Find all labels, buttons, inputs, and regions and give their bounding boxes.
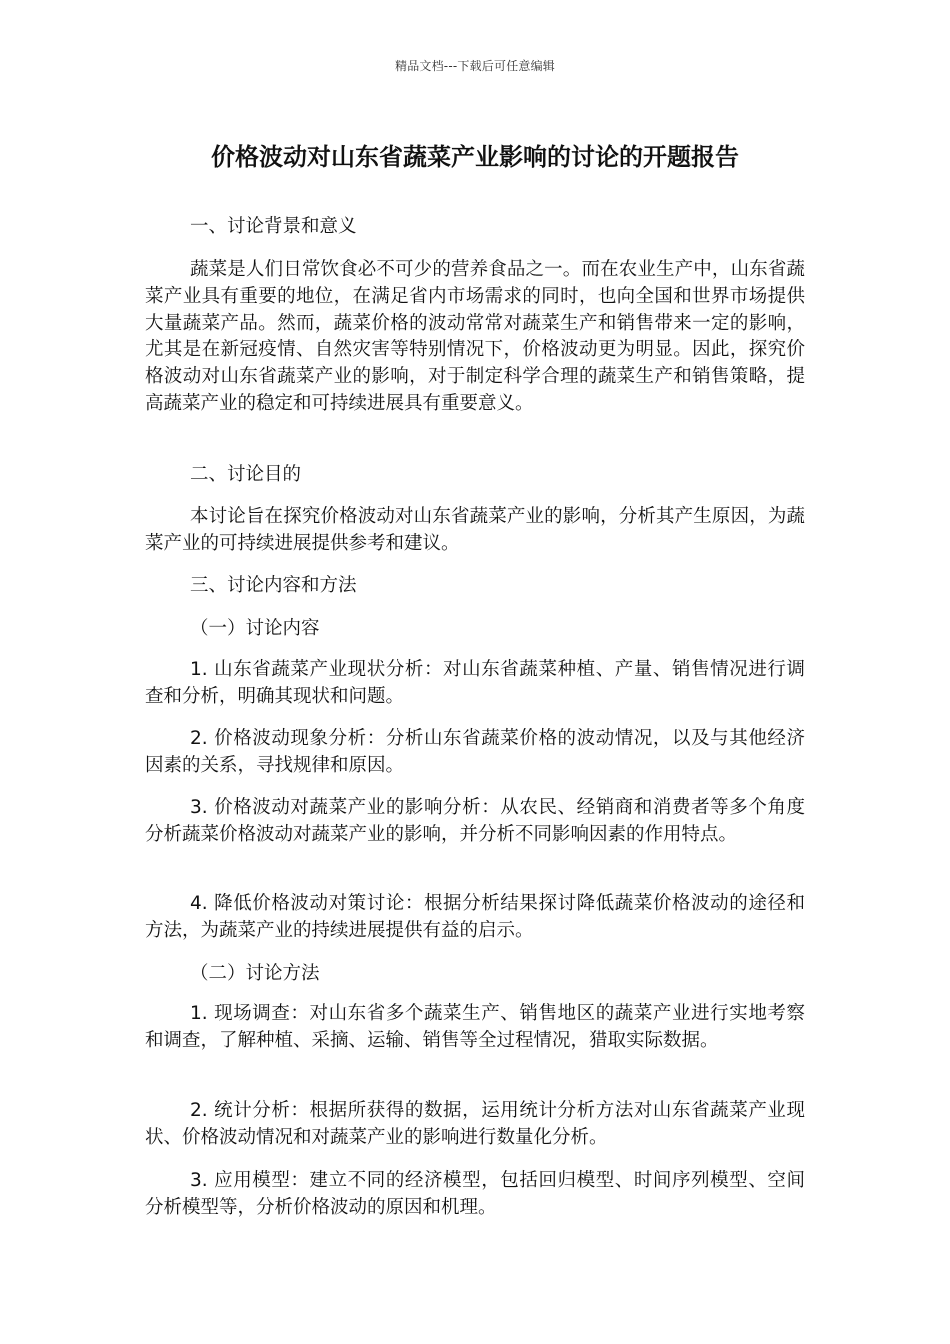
list-item: 2. 统计分析：根据所获得的数据，运用统计分析方法对山东省蔬菜产业现状、价格波动情况和对蔬菜产业的影响进行数量化分析。 bbox=[145, 1100, 805, 1148]
list-item: 1. 现场调查：对山东省多个蔬菜生产、销售地区的蔬菜产业进行实地考察和调查，了解种植、采摘、运输、销售等全过程情况，猎取实际数据。 bbox=[145, 1003, 805, 1051]
subheading-content: （一）讨论内容 bbox=[190, 618, 320, 639]
list-item: 3. 应用模型：建立不同的经济模型，包括回归模型、时间序列模型、空间分析模型等，分析价格波动的原因和机理。 bbox=[145, 1170, 805, 1218]
header-note: 精品文档---下载后可任意编辑 bbox=[395, 59, 555, 73]
section-heading-content-method: 三、讨论内容和方法 bbox=[190, 575, 357, 596]
paragraph-background: 蔬菜是人们日常饮食必不可少的营养食品之一。而在农业生产中，山东省蔬菜产业具有重要的地位，在满足省内市场需求的同时，也向全国和世界市场提供大量蔬菜产品。然而，蔬菜价格的波动常常对蔬菜生产和销售带来一定的影响，尤其是在新冠疫情、自然灾害等特别情况下，价格波动更为明显。因此，探究价格波动对山东省蔬菜产业的影响，对于制定科学合理的蔬菜生产和销售策略，提高蔬菜产业的稳定和可持续进展具有重要意义。 bbox=[145, 259, 805, 414]
section-heading-purpose: 二、讨论目的 bbox=[190, 464, 302, 485]
paragraph-purpose: 本讨论旨在探究价格波动对山东省蔬菜产业的影响，分析其产生原因，为蔬菜产业的可持续进展提供参考和建议。 bbox=[145, 506, 805, 554]
list-item: 3. 价格波动对蔬菜产业的影响分析：从农民、经销商和消费者等多个角度分析蔬菜价格波动对蔬菜产业的影响，并分析不同影响因素的作用特点。 bbox=[145, 797, 805, 845]
section-heading-background: 一、讨论背景和意义 bbox=[190, 216, 357, 237]
list-item: 2. 价格波动现象分析：分析山东省蔬菜价格的波动情况，以及与其他经济因素的关系，寻找规律和原因。 bbox=[145, 728, 805, 776]
list-item: 4. 降低价格波动对策讨论：根据分析结果探讨降低蔬菜价格波动的途径和方法，为蔬菜产业的持续进展提供有益的启示。 bbox=[145, 893, 805, 941]
subheading-method: （二）讨论方法 bbox=[190, 963, 320, 984]
list-item: 1. 山东省蔬菜产业现状分析：对山东省蔬菜种植、产量、销售情况进行调查和分析，明确其现状和问题。 bbox=[145, 659, 805, 707]
document-title: 价格波动对山东省蔬菜产业影响的讨论的开题报告 bbox=[211, 143, 739, 171]
